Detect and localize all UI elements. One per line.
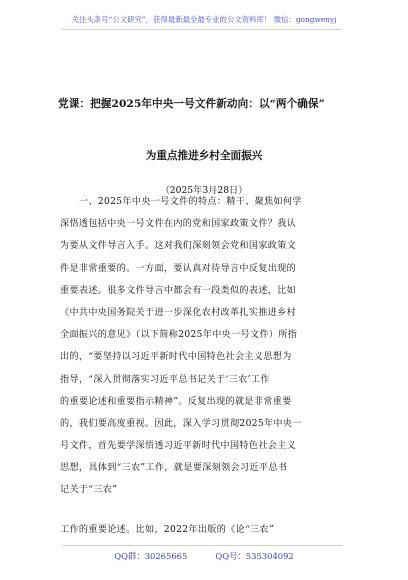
body-line: 一、2025年中央一号文件的特点：精干、聚焦如何学: [79, 197, 302, 207]
body-line: 记关于“三农”: [60, 485, 118, 496]
body-line: 指导，“深入贯彻落实习近平总书记关于‘三农’工作: [60, 374, 270, 385]
body-line: 深悟透包括中央一号文件在内的党和国家政策文件？我认: [60, 219, 297, 230]
body-line: 件是非常重要的。一方面，要认真对待导言中反复出现的: [60, 263, 297, 274]
footer-qq-number: QQ号：535304092: [215, 551, 294, 561]
body-line: 工作的重要论述。比如，2022年出版的《论“三农”: [60, 525, 274, 535]
header-banner: 关注头条号“公文研究”，获得最新最全最专业的公文资料库！ 微信：gongwenyj: [71, 15, 337, 24]
body-line: 为要从文件导言入手。这对我们深刻领会党和国家政策文: [60, 241, 297, 252]
footer-qq-group: QQ群：30265665: [114, 551, 188, 561]
body-line: 全面振兴的意见》（以下简称2025年中央一号文件）所指: [60, 330, 298, 341]
body-line: 的，我们要高度重视。因此，深入学习贯彻2025年中央一: [60, 418, 302, 429]
footer: [0, 550, 408, 562]
document-title-line1: 党课：把握2025年中央一号文件新动向：以“两个确保”: [58, 98, 325, 110]
body-line: 的重要论述和重要指示精神”。反复出现的就是非常重要: [60, 396, 292, 407]
document-title-line2: 为重点推进乡村全面振兴: [145, 150, 263, 162]
body-line: 思想，具体到“三农”工作，就是要深刻领会习近平总书: [60, 463, 288, 474]
body-line: 号文件，首先要学深悟透习近平新时代中国特色社会主义: [60, 441, 297, 452]
header-divider: [62, 29, 342, 30]
body-paragraph-2: [60, 519, 360, 541]
body-line: 出的，“要坚持以习近平新时代中国特色社会主义思想为: [60, 352, 292, 363]
footer-divider: [62, 545, 342, 546]
body-paragraph-1: [60, 191, 360, 502]
body-line: 《中共中央国务院关于进一步深化农村改革扎实推进乡村: [60, 307, 297, 318]
document-date: （2025年3月28日）: [160, 185, 248, 196]
body-line: 重要表述。很多文件导言中都会有一段类似的表述，比如: [60, 285, 297, 296]
